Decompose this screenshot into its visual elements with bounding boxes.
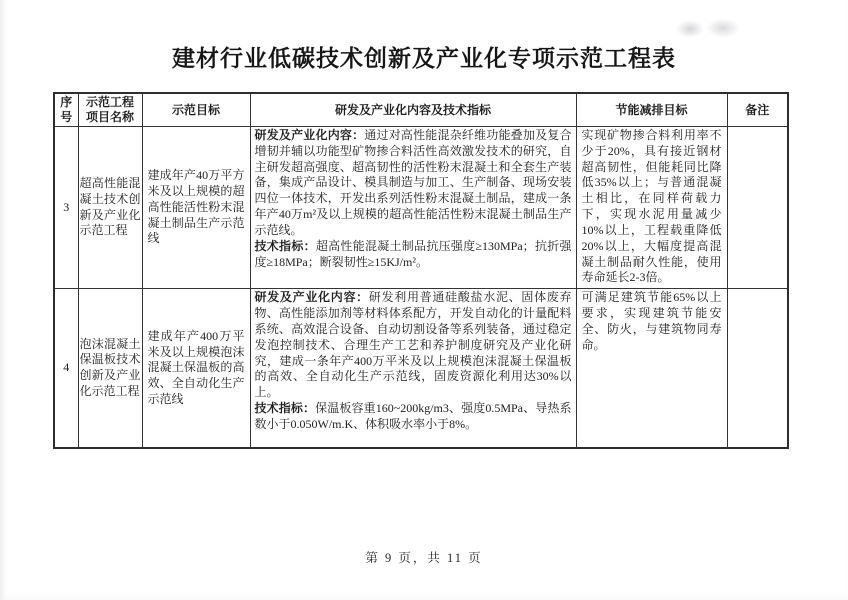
- rd-paragraph: [255, 290, 572, 401]
- rd-text: 研发利用普通硅酸盐水泥、固体废弃物、高性能添加剂等材料体系配方，开发自动化的计量配料系统、高效混合设备、自动切割设备等系列装备，通过稳定发泡控制技术、合理生产工艺和养护制度研究及产业化研究，建成一条年产400万平米及以上规模泡沫混凝土保温板的高效、全自动化生产示范线，固废资源化利用达30%以上。: [254, 290, 572, 400]
- cell-remark: [727, 127, 788, 289]
- col-header-rd-content: 研发及产业化内容及技术指标: [250, 93, 576, 127]
- col-header-project-name: 示范工程项目名称: [78, 93, 142, 127]
- col-header-seq: 序号: [54, 93, 78, 127]
- document-title: 建材行业低碳技术创新及产业化专项示范工程表: [172, 46, 676, 71]
- cell-seq: 4: [54, 289, 78, 449]
- col-header-goal: 示范目标: [142, 93, 250, 127]
- rd-text: 通过对高性能混杂纤维功能叠加及复合增韧并辅以功能型矿物掺合料活性高效激发技术的研究，自主研发超高强度、超高韧性的活性粉末混凝土和全套生产装备，集成产品设计、模具制造与加工、生产制备、现场安装四位一体技术，开发出系列活性粉末混凝土制品，建成一条年产40万m²及以上规模的超高性能活性粉末混凝土制品生产示范线。: [254, 128, 572, 237]
- cell-rd-content: [250, 127, 576, 289]
- rd-label: 研发及产业化内容：: [254, 290, 369, 305]
- table-header-row: [54, 93, 788, 127]
- cell-energy-target: 实现矿物掺合料利用率不少于20%，具有接近钢材超高韧性，但能耗同比降低35%以上；与普通混凝土相比，在同样荷载力下，实现水泥用量减少10%以上，工程载重降低20%以上，大幅度提高混凝土制品耐久性能，使用寿命延长2-3倍。: [576, 127, 727, 289]
- tech-text: 超高性能混凝土制品抗压强度≥130MPa；抗折强度≥18MPa；断裂韧性≥15KJ/m²。: [254, 238, 572, 269]
- col-header-energy-target: 节能减排目标: [576, 93, 727, 127]
- scan-smudge: [676, 20, 704, 38]
- tech-label: 技术指标：: [254, 401, 316, 416]
- cell-seq: 3: [54, 127, 78, 289]
- page-number: [0, 548, 848, 566]
- cell-remark: [727, 289, 788, 449]
- page-number-text: 第 9 页，共 11 页: [365, 551, 483, 565]
- tech-paragraph: [255, 239, 572, 271]
- scan-edge-shadow: [0, 0, 6, 600]
- cell-rd-content: [250, 289, 576, 449]
- cell-project-name: 泡沫混凝土保温板技术创新及产业化示范工程: [78, 289, 142, 449]
- cell-goal: 建成年产40万平方米及以上规模的超高性能活性粉末混凝土制品生产示范线: [142, 127, 250, 289]
- table-row-project-3: [54, 127, 788, 289]
- cell-goal: 建成年产400万平米及以上规模泡沫混凝土保温板的高效、全自动化生产示范线: [142, 289, 250, 449]
- rd-paragraph: [255, 128, 572, 239]
- projects-table: [53, 92, 789, 449]
- rd-label: 研发及产业化内容：: [254, 128, 365, 142]
- tech-paragraph: [255, 401, 572, 433]
- table-row-project-4: [54, 289, 788, 449]
- scan-smudge: [706, 18, 740, 38]
- tech-text: 保温板容重160~200kg/m3、强度0.5MPa、导热系数小于0.050W/m.K、体积吸水率小于8%。: [254, 401, 572, 431]
- cell-project-name: 超高性能混凝土技术创新及产业化示范工程: [78, 127, 142, 289]
- tech-label: 技术指标：: [254, 238, 316, 253]
- col-header-remark: 备注: [727, 93, 788, 127]
- cell-energy-target: 可满足建筑节能65%以上要求，实现建筑节能安全、防火，与建筑物同寿命。: [576, 289, 727, 449]
